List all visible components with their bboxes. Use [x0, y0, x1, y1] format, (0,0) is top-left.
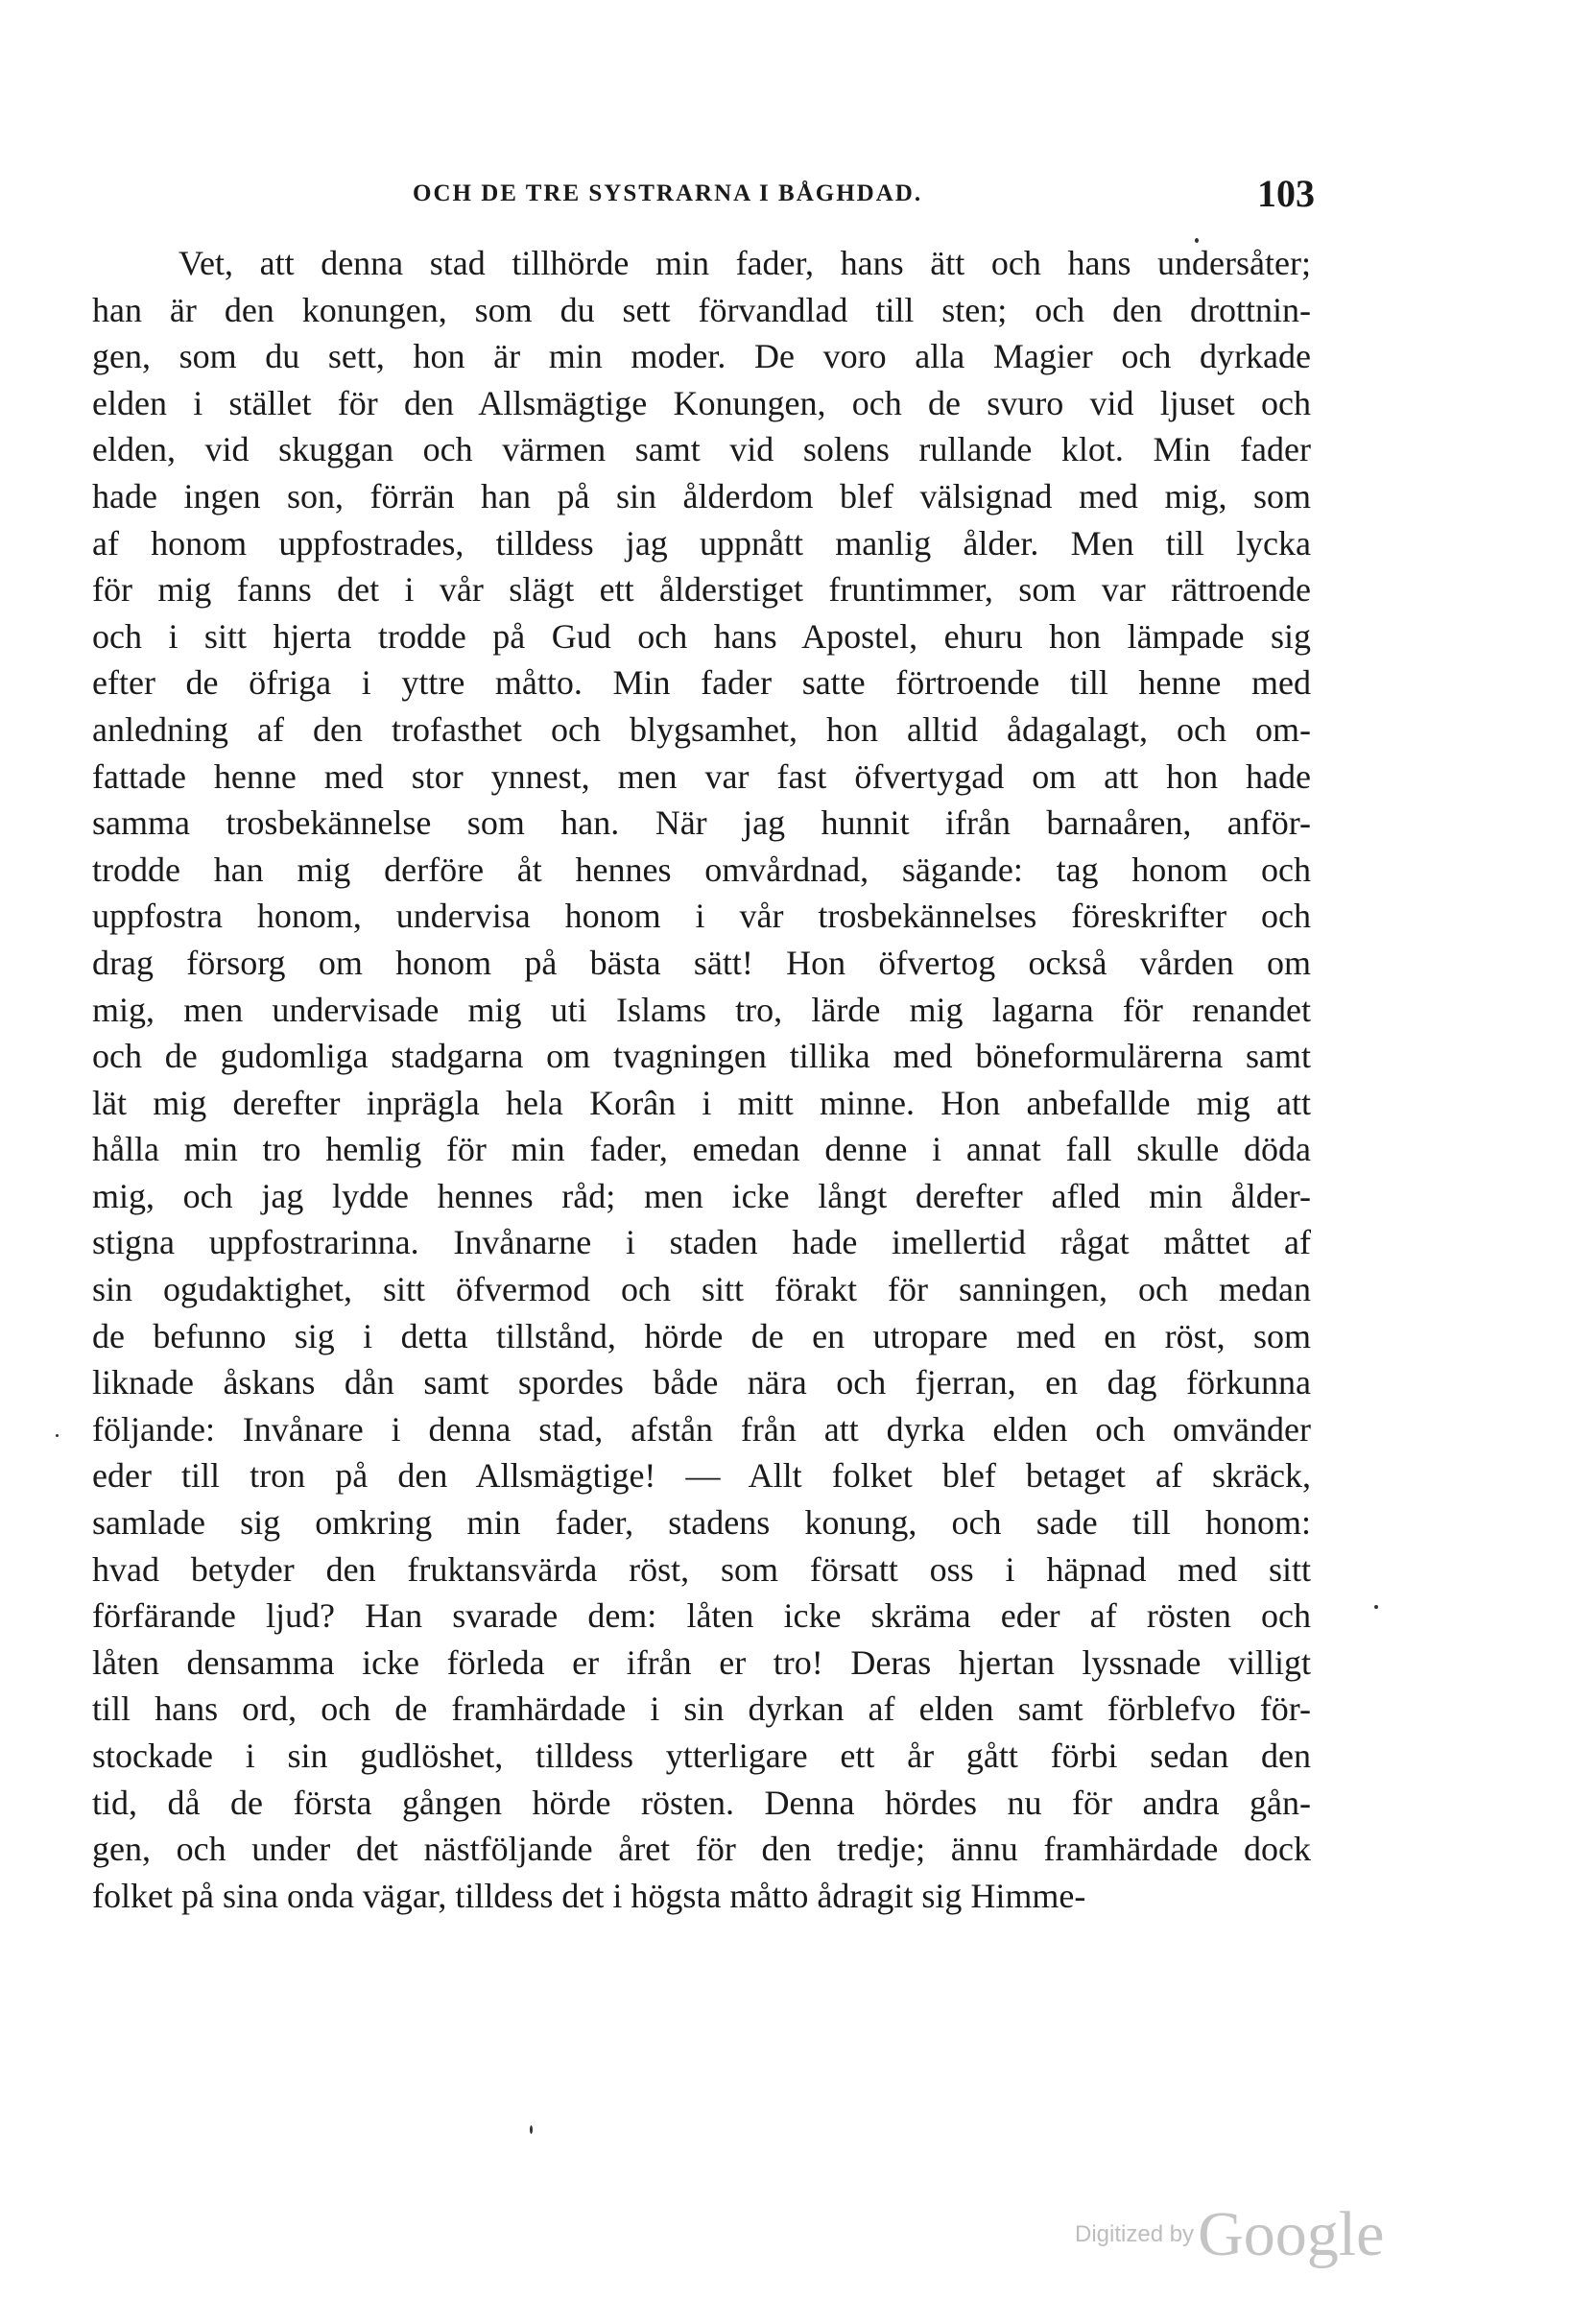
text-line: hade ingen son, förrän han på sin ålderdom blef välsignad med mig, som	[92, 476, 1311, 515]
text-line: och de gudomliga stadgarna om tvagningen tillika med böneformulärerna samt	[92, 1037, 1311, 1076]
text-line: och i sitt hjerta trodde på Gud och hans Apostel, ehuru hon lämpade sig	[92, 616, 1311, 656]
text-line: hvad betyder den fruktansvärda röst, som försatt oss i häpnad med sitt	[92, 1549, 1311, 1589]
text-line: stockade i sin gudlöshet, tilldess ytterligare ett år gått förbi sedan den	[92, 1737, 1311, 1775]
text-line: tid, då de första gången hörde rösten. Denna hördes nu för andra gån-	[92, 1783, 1311, 1822]
text-line: eder till tron på den Allsmägtige! — Allt folket blef betaget af skräck,	[92, 1456, 1311, 1496]
ink-speck	[1195, 238, 1199, 243]
text-line: fattade henne med stor ynnest, men var fast öfvertygad om att hon hade	[92, 756, 1311, 796]
ink-speck	[1374, 1605, 1378, 1609]
text-line: af honom uppfostrades, tilldess jag uppnått manlig ålder. Men till lycka	[92, 523, 1311, 563]
text-line: de befunno sig i detta tillstånd, hörde de en utropare med en röst, som	[92, 1316, 1311, 1355]
page-number: 103	[1257, 172, 1315, 215]
text-line: uppfostra honom, undervisa honom i vår trosbekännelses föreskrifter och	[92, 897, 1311, 936]
text-line: han är den konungen, som du sett förvandlad till sten; och den drottnin-	[92, 290, 1311, 329]
watermark-caption: Digitized by	[1075, 2221, 1195, 2247]
text-line: förfärande ljud? Han svarade dem: låten icke skräma eder af rösten och	[92, 1596, 1311, 1636]
text-line: efter de öfriga i yttre måtto. Min fader satte förtroende till henne med	[92, 663, 1311, 703]
text-line: elden, vid skuggan och värmen samt vid solens rullande klot. Min fader	[92, 430, 1311, 469]
text-line: elden i stället för den Allsmägtige Konungen, och de svuro vid ljuset och	[92, 383, 1311, 422]
google-watermark	[1075, 2198, 1384, 2271]
text-line: gen, och under det nästföljande året för den tredje; ännu framhärdade dock	[92, 1830, 1311, 1869]
text-line: gen, som du sett, hon är min moder. De voro alla Magier och dyrkade	[92, 337, 1311, 376]
google-logo: Google	[1198, 2199, 1385, 2269]
text-line: anledning af den trofasthet och blygsamhet, hon alltid ådagalagt, och om-	[92, 709, 1311, 749]
text-line: hålla min tro hemlig för min fader, emedan denne i annat fall skulle döda	[92, 1130, 1311, 1169]
text-line: sin ogudaktighet, sitt öfvermod och sitt förakt för sanningen, och medan	[92, 1270, 1311, 1309]
text-line: mig, och jag lydde hennes råd; men icke långt derefter afled min ålder-	[92, 1176, 1311, 1215]
ink-speck	[56, 1434, 59, 1437]
text-line: trodde han mig derföre åt hennes omvårdnad, sägande: tag honom och	[92, 850, 1311, 889]
ink-speck	[530, 2125, 533, 2134]
text-line: stigna uppfostrarinna. Invånarne i staden hade imellertid rågat måttet af	[92, 1223, 1311, 1262]
body-text	[92, 240, 1311, 1919]
text-line: samlade sig omkring min fader, stadens konung, och sade till honom:	[92, 1503, 1311, 1543]
text-line: för mig fanns det i vår slägt ett ålderstiget fruntimmer, som var rättroende	[92, 570, 1311, 610]
text-line: liknade åskans dån samt spordes både nära och fjerran, en dag förkunna	[92, 1363, 1311, 1402]
text-line: till hans ord, och de framhärdade i sin dyrkan af elden samt förblefvo för-	[92, 1689, 1311, 1729]
running-head: OCH DE TRE SYSTRARNA I BÅGHDAD.	[413, 180, 923, 206]
text-line: samma trosbekännelse som han. När jag hunnit ifrån barnaåren, anför-	[92, 803, 1311, 843]
text-line: lät mig derefter inprägla hela Korân i mitt minne. Hon anbefallde mig att	[92, 1083, 1311, 1122]
text-line: folket på sina onda vägar, tilldess det i högsta måtto ådragit sig Himme-	[92, 1876, 1086, 1915]
text-line: låten densamma icke förleda er ifrån er tro! Deras hjertan lyssnade villigt	[92, 1642, 1311, 1682]
text-line: Vet, att denna stad tillhörde min fader, hans ätt och hans undersåter;	[179, 244, 1311, 282]
text-line: drag försorg om honom på bästa sätt! Hon öfvertog också vården om	[92, 943, 1311, 982]
text-line: mig, men undervisade mig uti Islams tro, lärde mig lagarna för renandet	[92, 990, 1311, 1029]
page-header	[413, 171, 1315, 228]
text-line: följande: Invånare i denna stad, afstån från att dyrka elden och omvänder	[92, 1409, 1311, 1449]
